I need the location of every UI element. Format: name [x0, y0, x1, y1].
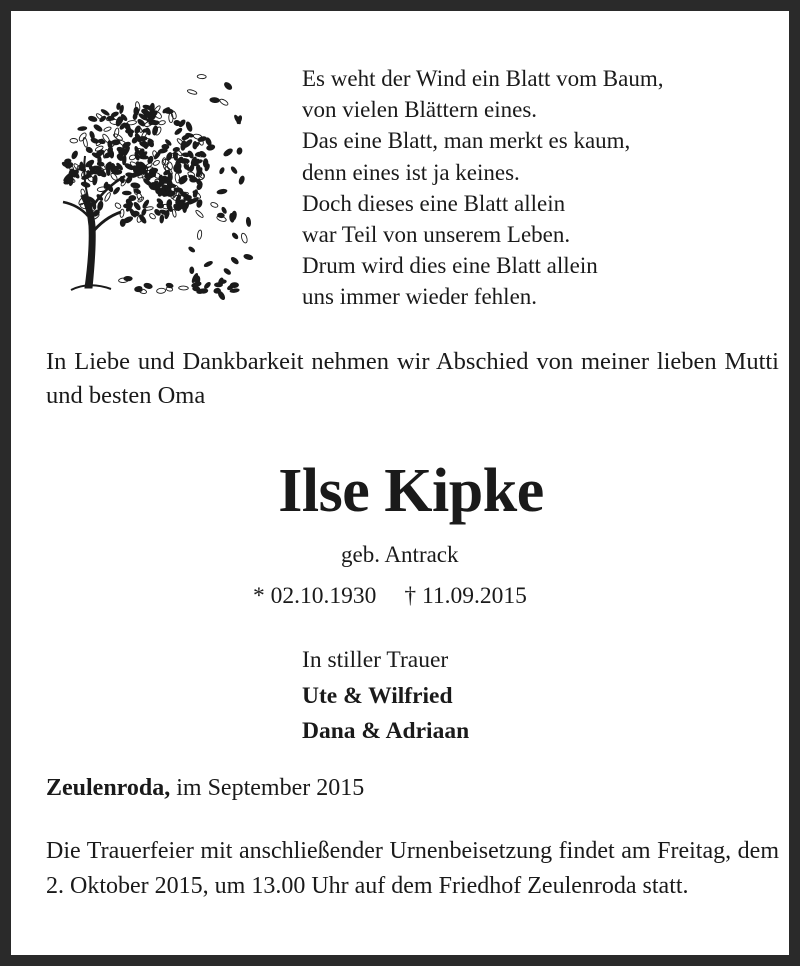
tree-with-falling-leaves-icon	[41, 56, 256, 301]
poem-line: Es weht der Wind ein Blatt vom Baum,	[302, 66, 664, 91]
mourner-name: Ute & Wilfried	[302, 682, 453, 709]
place-city: Zeulenroda,	[46, 775, 171, 801]
life-dates	[253, 580, 527, 612]
place-date: im September 2015	[176, 775, 365, 801]
poem-line: Doch dieses eine Blatt allein	[302, 190, 566, 216]
poem-line: Das eine Blatt, man merkt es kaum,	[302, 128, 631, 154]
poem	[302, 63, 664, 313]
poem-line: Drum wird dies eine Blatt allein	[302, 253, 598, 279]
mourners-block	[302, 643, 469, 750]
birth-date: * 02.10.1930	[253, 583, 377, 609]
deceased-name: Ilse Kipke	[278, 457, 544, 525]
mourning-heading: In stiller Trauer	[302, 647, 449, 673]
poem-line: denn eines ist ja keines.	[302, 159, 520, 185]
funeral-notice: Die Trauerfeier mit anschließender Urnenbeisetzung findet am Freitag, dem 2. Oktober 2015, um 13.00 Uhr auf dem Friedhof Zeulenroda statt.	[46, 838, 779, 899]
farewell-intro: In Liebe und Dankbarkeit nehmen wir Abschied von meiner lieben Mutti und besten Oma	[46, 348, 779, 409]
death-date: † 11.09.2015	[404, 583, 527, 609]
place-and-date	[46, 771, 364, 805]
maiden-name: geb. Antrack	[341, 542, 459, 567]
poem-line: uns immer wieder fehlen.	[302, 284, 538, 310]
poem-line: von vielen Blättern eines.	[302, 97, 538, 123]
poem-line: war Teil von unserem Leben.	[302, 222, 571, 248]
mourner-name: Dana & Adriaan	[302, 718, 470, 744]
